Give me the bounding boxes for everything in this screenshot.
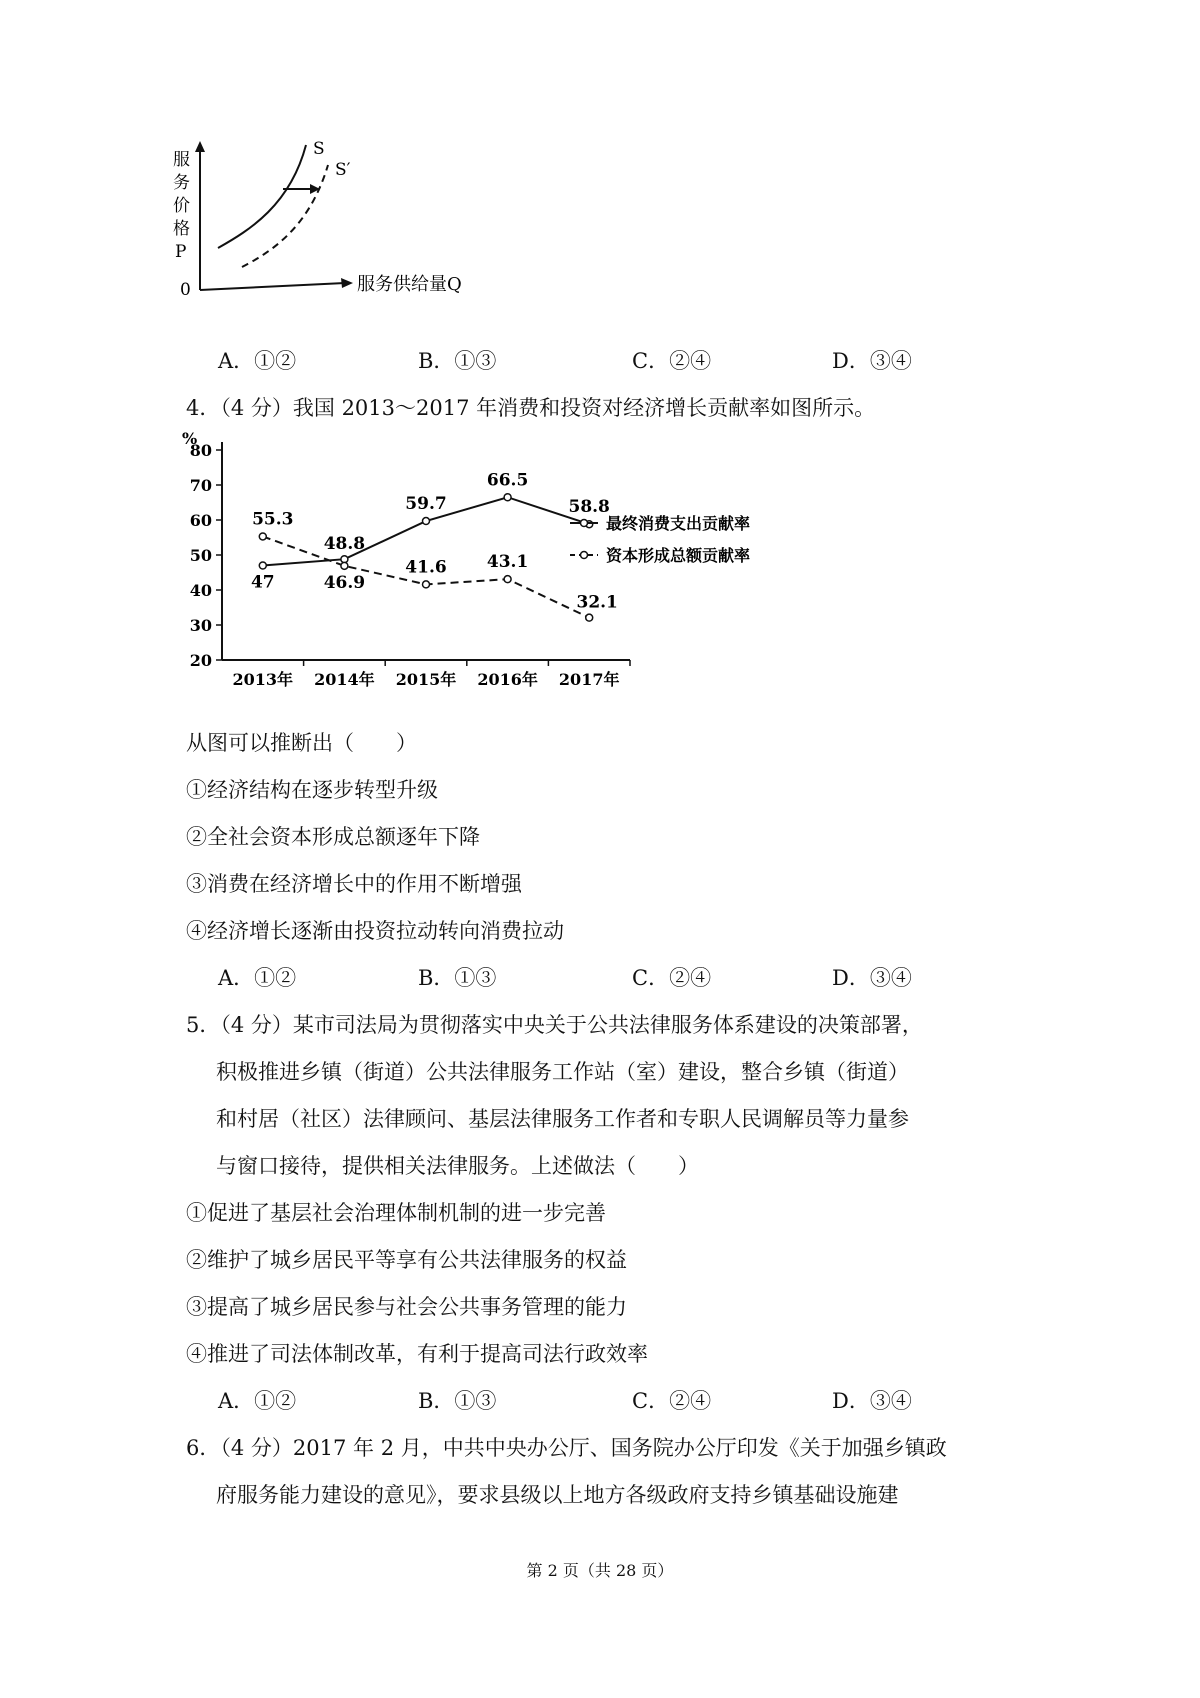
capital-data-label: 55.3 <box>252 509 294 530</box>
curve-s-label: S <box>313 139 325 159</box>
option-c[interactable]: C．②④ <box>632 349 712 373</box>
consumption-point <box>259 562 266 569</box>
y-tick-label: 50 <box>189 546 212 565</box>
q4-statement-3: ③消费在经济增长中的作用不断增强 <box>186 872 522 896</box>
q4-options <box>0 965 1200 991</box>
q4-statement-1: ①经济结构在逐步转型升级 <box>186 778 438 802</box>
q6-stem-line-1: 6．（4 分）2017 年 2 月，中共中央办公厅、国务院办公厅印发《关于加强乡镇政 <box>186 1436 947 1460</box>
x-axis <box>200 283 345 290</box>
supply-shift-figure <box>170 135 500 310</box>
y-axis-char: 格 <box>173 219 190 239</box>
consumption-point <box>423 518 430 525</box>
q4-stem: 4．（4 分）我国 2013～2017 年消费和投资对经济增长贡献率如图所示。 <box>186 396 876 420</box>
y-tick-label: 80 <box>189 441 212 460</box>
y-unit-label: % <box>182 430 198 448</box>
consumption-data-label: 48.8 <box>323 534 366 555</box>
q5-statement-1: ①促进了基层社会治理体制机制的进一步完善 <box>186 1201 606 1225</box>
legend-consumption-marker <box>581 520 588 527</box>
y-tick-label: 40 <box>189 581 212 600</box>
option-d[interactable]: D．③④ <box>832 349 912 373</box>
option-b[interactable]: B．①③ <box>418 349 497 373</box>
x-tick-label: 2013年 <box>232 670 294 689</box>
capital-data-label: 46.9 <box>323 572 366 593</box>
x-tick-label: 2016年 <box>477 670 538 689</box>
option-d[interactable]: D．③④ <box>832 966 912 990</box>
x-axis-arrow <box>341 278 353 288</box>
legend-consumption-label: 最终消费支出贡献率 <box>606 514 751 533</box>
option-c[interactable]: C．②④ <box>632 966 712 990</box>
capital-point <box>586 614 593 621</box>
y-tick-label: 20 <box>189 651 212 670</box>
y-axis-char: 服 <box>173 150 190 170</box>
q3-options <box>0 348 1200 374</box>
x-tick-label: 2014年 <box>314 670 375 689</box>
consumption-data-label: 47 <box>250 572 275 593</box>
option-a[interactable]: A．①② <box>218 966 297 990</box>
q5-stem-line-2: 积极推进乡镇（街道）公共法律服务工作站（室）建设，整合乡镇（街道） <box>216 1060 909 1084</box>
q5-stem-line-4: 与窗口接待，提供相关法律服务。上述做法（ ） <box>216 1154 699 1178</box>
option-c[interactable]: C．②④ <box>632 1389 712 1413</box>
capital-point <box>341 562 348 569</box>
q4-statement-4: ④经济增长逐渐由投资拉动转向消费拉动 <box>186 919 564 943</box>
y-tick-label: 60 <box>189 511 212 530</box>
option-b[interactable]: B．①③ <box>418 966 497 990</box>
capital-data-label: 43.1 <box>486 552 529 573</box>
q5-stem-line-1: 5．（4 分）某市司法局为贯彻落实中央关于公共法律服务体系建设的决策部署， <box>186 1013 923 1037</box>
y-axis-char: 务 <box>173 173 190 193</box>
legend-capital-marker <box>581 552 588 559</box>
y-tick-label: 30 <box>189 616 212 635</box>
option-a[interactable]: A．①② <box>218 1389 297 1413</box>
contribution-rate-chart <box>180 430 880 700</box>
q4-prompt: 从图可以推断出（ ） <box>186 731 417 755</box>
option-b[interactable]: B．①③ <box>418 1389 497 1413</box>
option-d[interactable]: D．③④ <box>832 1389 912 1413</box>
page-footer: 第 2 页（共 28 页） <box>526 1561 674 1580</box>
q5-statement-4: ④推进了司法体制改革，有利于提高司法行政效率 <box>186 1342 648 1366</box>
capital-point <box>423 581 430 588</box>
consumption-data-label: 58.8 <box>568 497 610 518</box>
curve-s <box>218 145 306 248</box>
y-axis-char: 价 <box>173 196 190 216</box>
option-a[interactable]: A．①② <box>218 349 297 373</box>
q5-statement-3: ③提高了城乡居民参与社会公共事务管理的能力 <box>186 1295 627 1319</box>
q4-statement-2: ②全社会资本形成总额逐年下降 <box>186 825 480 849</box>
y-tick-label: 70 <box>189 476 212 495</box>
q5-stem-line-3: 和村居（社区）法律顾问、基层法律服务工作者和专职人民调解员等力量参 <box>216 1107 909 1131</box>
origin-label: 0 <box>180 280 191 300</box>
capital-point <box>259 533 266 540</box>
capital-data-label: 41.6 <box>405 557 447 578</box>
q5-options <box>0 1388 1200 1414</box>
x-tick-label: 2017年 <box>558 670 620 689</box>
curve-s-prime-label: S′ <box>335 160 351 180</box>
y-axis-arrow <box>195 141 205 152</box>
q5-statement-2: ②维护了城乡居民平等享有公共法律服务的权益 <box>186 1248 627 1272</box>
x-axis-label: 服务供给量Q <box>357 274 462 295</box>
capital-data-label: 32.1 <box>576 592 618 613</box>
consumption-data-label: 59.7 <box>405 494 447 515</box>
x-tick-label: 2015年 <box>395 670 457 689</box>
consumption-point <box>504 494 511 501</box>
q6-stem-line-2: 府服务能力建设的意见》，要求县级以上地方各级政府支持乡镇基础设施建 <box>216 1483 899 1507</box>
y-axis-char: P <box>175 242 187 262</box>
legend-capital-label: 资本形成总额贡献率 <box>606 546 751 565</box>
consumption-data-label: 66.5 <box>486 470 529 491</box>
curve-s-prime <box>242 165 328 267</box>
capital-point <box>504 576 511 583</box>
